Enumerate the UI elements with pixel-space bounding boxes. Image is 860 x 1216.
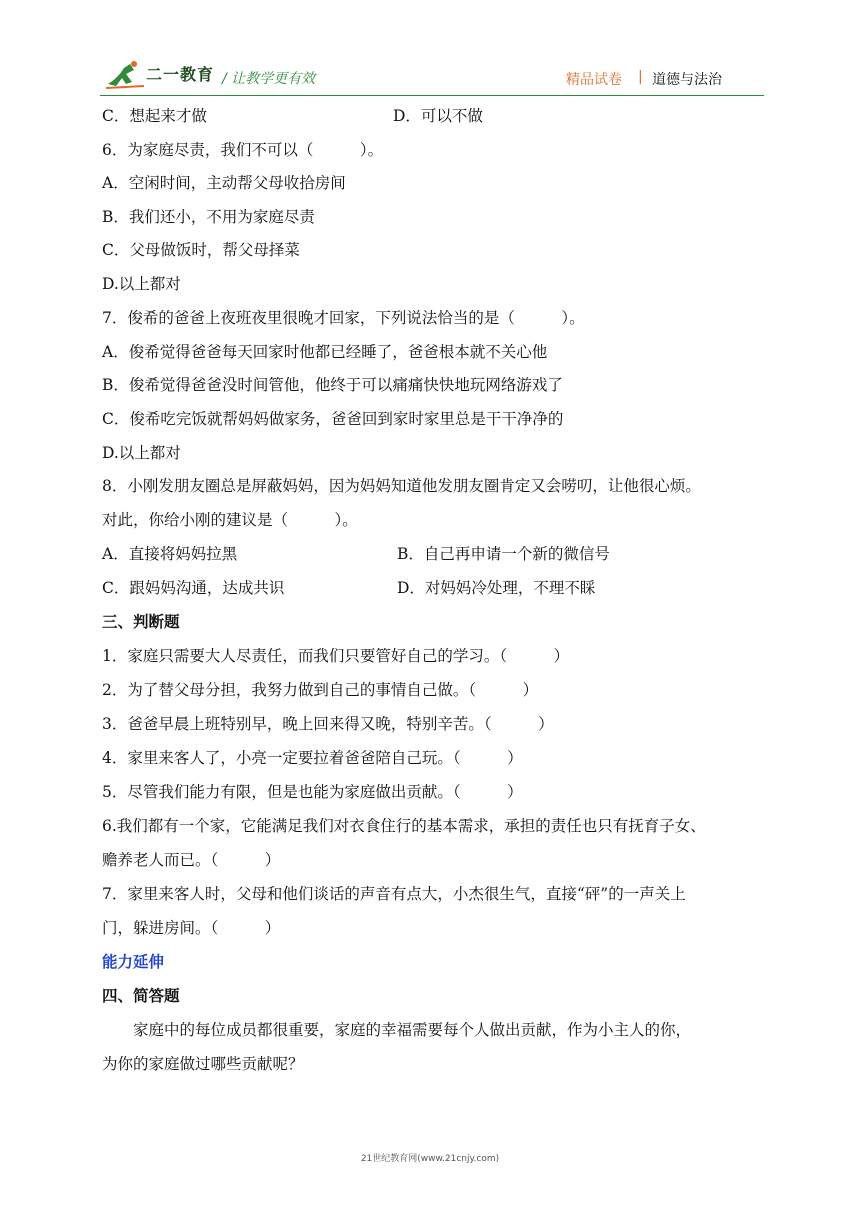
option-d: D．可以不做 xyxy=(393,107,483,125)
header-rule xyxy=(100,95,764,96)
subject-label: 道德与法治 xyxy=(652,72,722,88)
judgement-5: 5．尽管我们能力有限，但是也能为家庭做出贡献。（ ） xyxy=(102,783,523,801)
question-8: 8．小刚发朋友圈总是屏蔽妈妈，因为妈妈知道他发朋友圈肯定又会唠叨，让他很心烦。 xyxy=(102,477,701,495)
question-7: 7．俊希的爸爸上夜班夜里很晚才回家，下列说法恰当的是（ ）。 xyxy=(102,309,585,327)
header-separator: | xyxy=(638,69,643,85)
section-heading-judgement: 三、判断题 xyxy=(102,613,180,631)
option-d: D.以上都对 xyxy=(102,444,181,462)
option-a: A．直接将妈妈拉黑 xyxy=(102,545,238,563)
option-c: C．想起来才做 xyxy=(102,107,207,125)
judgement-2: 2．为了替父母分担，我努力做到自己的事情自己做。（ ） xyxy=(102,681,539,699)
page-header xyxy=(0,0,860,100)
judgement-7-cont: 门，躲进房间。（ ） xyxy=(102,919,281,937)
option-c: C．跟妈妈沟通，达成共识 xyxy=(102,579,285,597)
logo-text: 二一教育 xyxy=(146,65,215,84)
brand-label: 精品试卷 xyxy=(566,72,622,88)
ability-extension-heading: 能力延伸 xyxy=(102,953,165,971)
option-d: D．对妈妈冷处理，不理不睬 xyxy=(397,579,596,597)
option-a: A．空闲时间，主动帮父母收拾房间 xyxy=(102,174,346,192)
option-b: B．我们还小，不用为家庭尽责 xyxy=(102,208,315,226)
short-answer-question-cont: 为你的家庭做过哪些贡献呢？ xyxy=(102,1055,304,1073)
judgement-6: 6.我们都有一个家，它能满足我们对衣食住行的基本需求，承担的责任也只有抚育子女、 xyxy=(102,817,706,835)
section-heading-short-answer: 四、简答题 xyxy=(102,987,180,1005)
page-footer: 21世纪教育网(www.21cnjy.com) xyxy=(360,1154,500,1164)
judgement-6-cont: 赡养老人而已。（ ） xyxy=(102,851,281,869)
short-answer-question: 家庭中的每位成员都很重要，家庭的幸福需要每个人做出贡献，作为小主人的你， xyxy=(133,1021,692,1039)
question-6: 6．为家庭尽责，我们不可以（ ）。 xyxy=(102,141,384,159)
judgement-1: 1．家庭只需要大人尽责任，而我们只要管好自己的学习。（ ） xyxy=(102,647,570,665)
slogan: / 让教学更有效 xyxy=(222,71,316,87)
option-c: C．俊希吃完饭就帮妈妈做家务，爸爸回到家时家里总是干干净净的 xyxy=(102,410,564,428)
judgement-7: 7．家里来客人时，父母和他们谈话的声音有点大，小杰很生气，直接“砰”的一声关上 xyxy=(102,885,686,903)
judgement-3: 3．爸爸早晨上班特别早，晚上回来得又晚，特别辛苦。（ ） xyxy=(102,715,554,733)
option-a: A．俊希觉得爸爸每天回家时他都已经睡了，爸爸根本就不关心他 xyxy=(102,343,548,361)
judgement-4: 4．家里来客人了，小亮一定要拉着爸爸陪自己玩。（ ） xyxy=(102,749,523,767)
option-d: D.以上都对 xyxy=(102,275,181,293)
option-b: B．自己再申请一个新的微信号 xyxy=(397,545,610,563)
question-8-cont: 对此，你给小刚的建议是（ ）。 xyxy=(102,511,358,529)
option-c: C．父母做饭时，帮父母择菜 xyxy=(102,241,300,259)
option-b: B．俊希觉得爸爸没时间管他，他终于可以痛痛快快地玩网络游戏了 xyxy=(102,376,563,394)
